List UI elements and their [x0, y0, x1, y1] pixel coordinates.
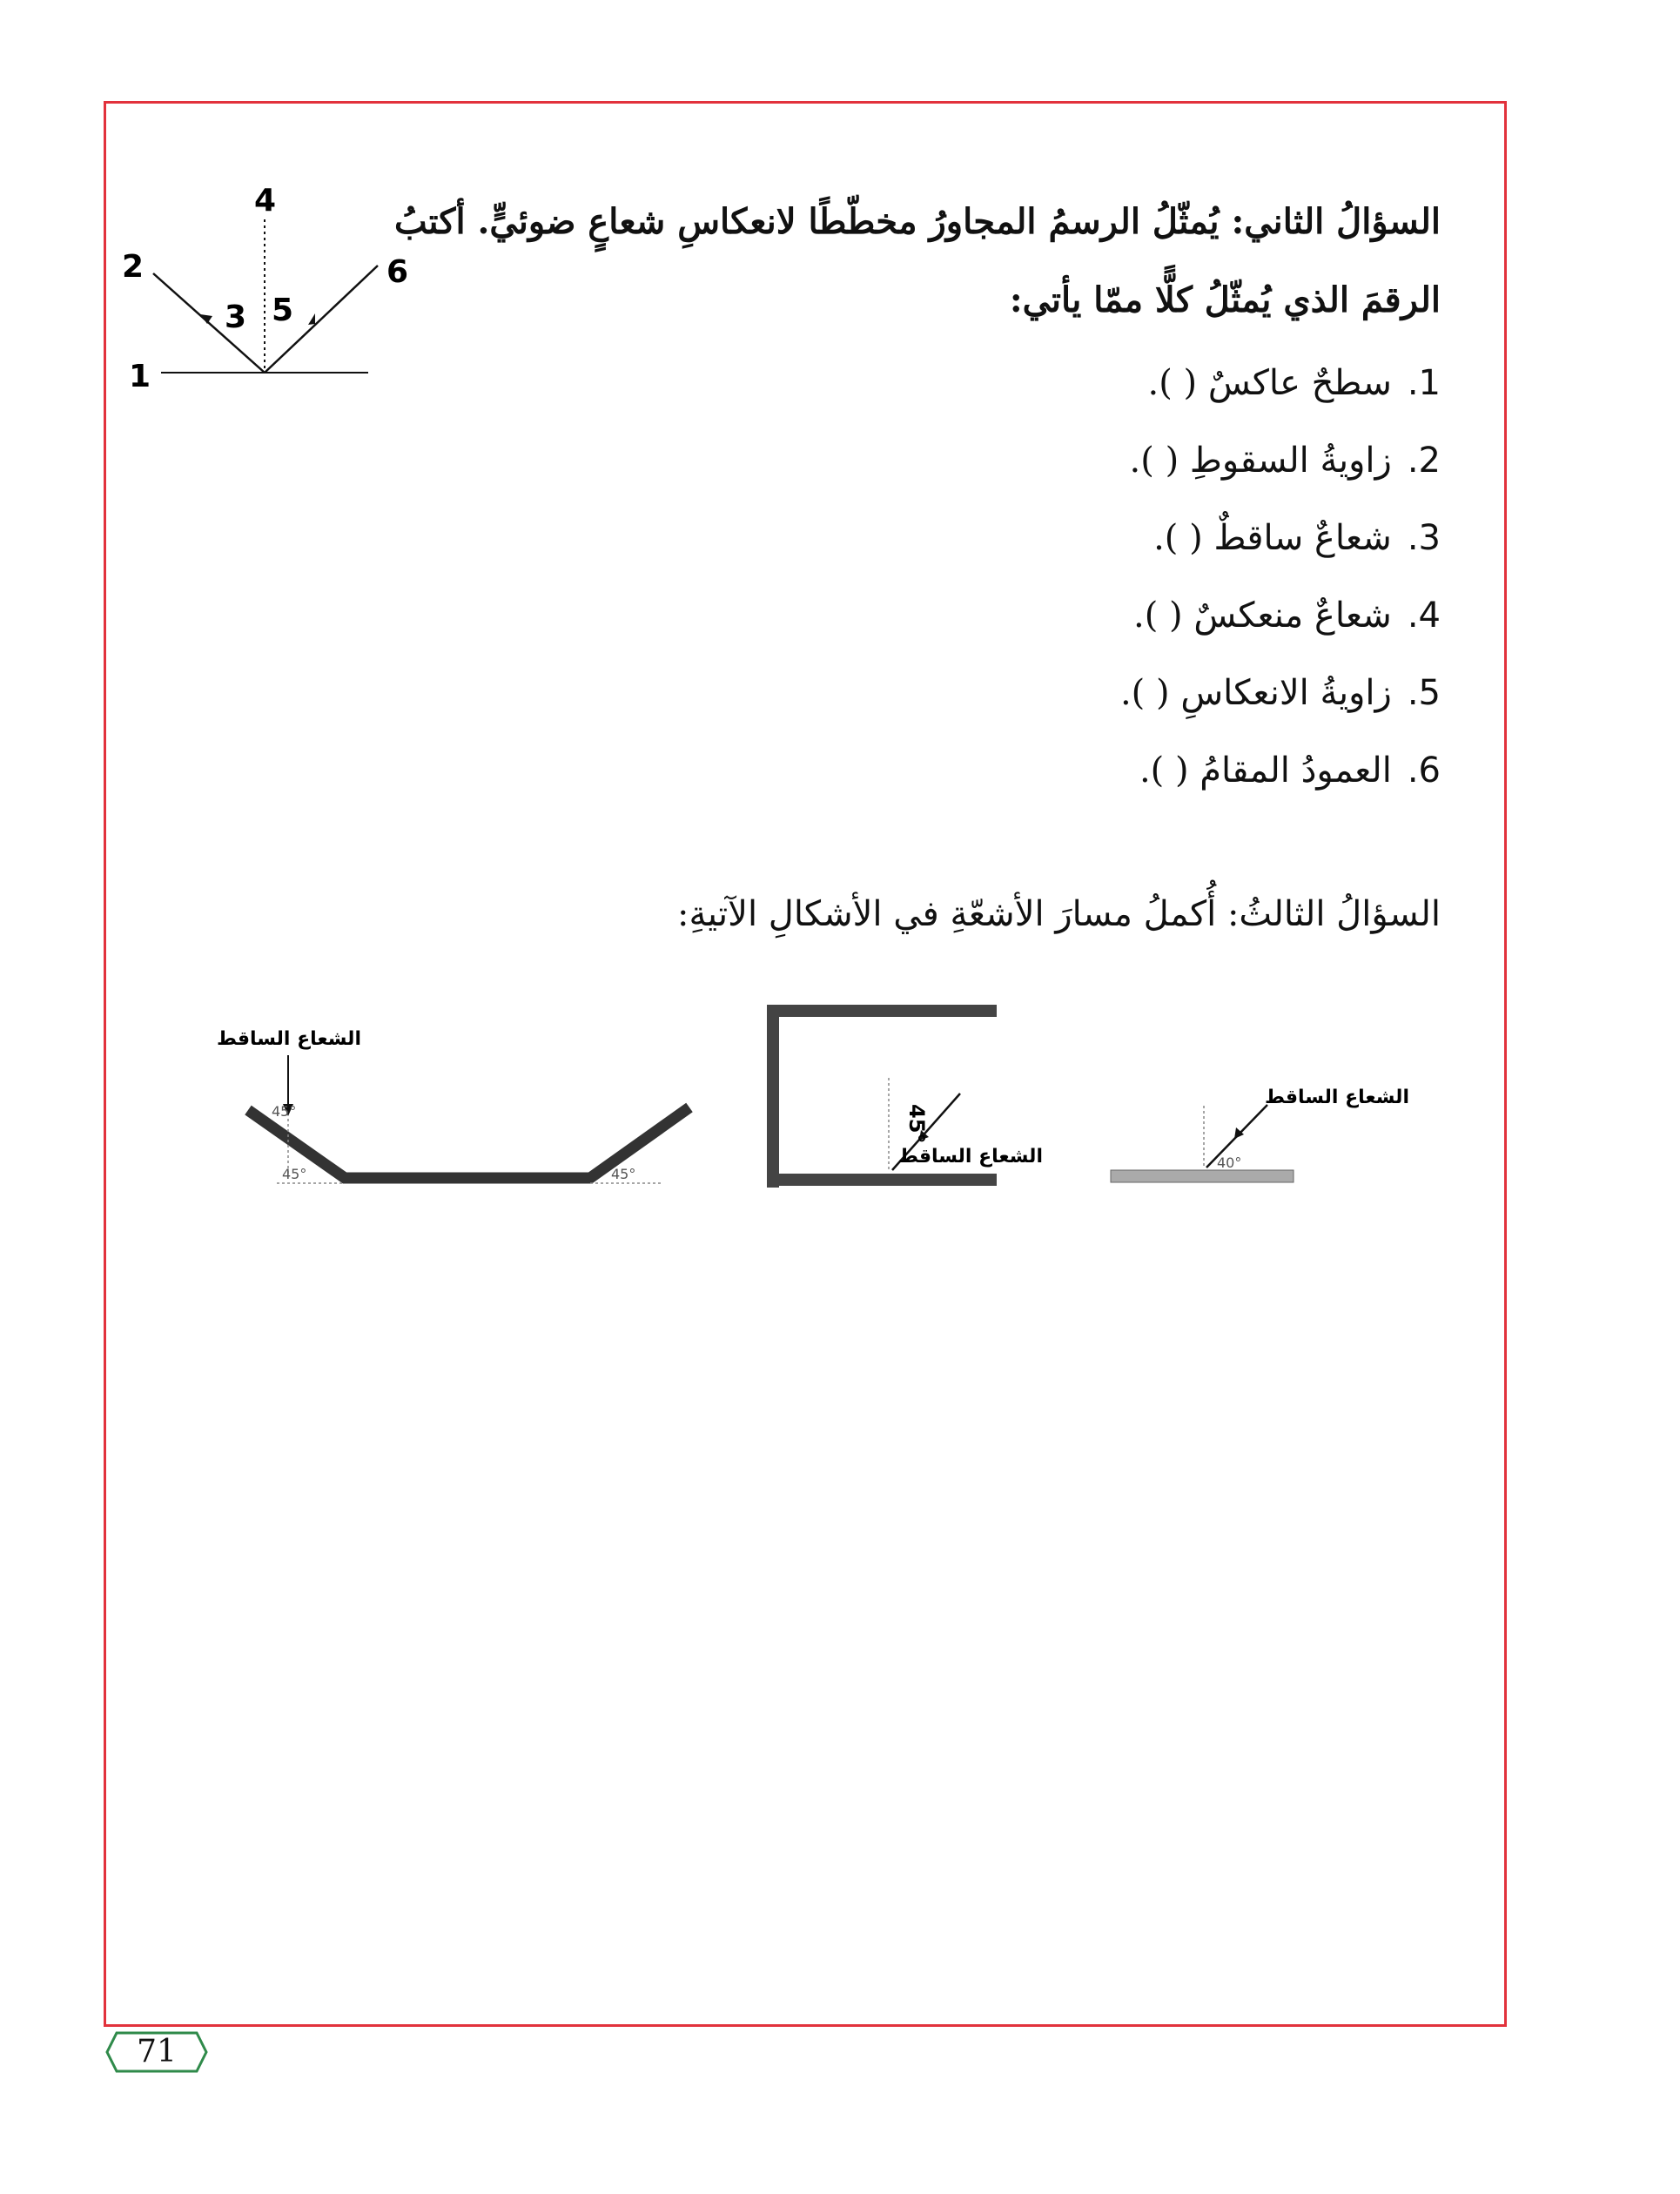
figure-flat-mirror: [1105, 1067, 1454, 1193]
trough-angle-top: 45°: [272, 1103, 297, 1120]
figure-trough: [209, 1019, 696, 1201]
trough-angle-left: 45°: [282, 1166, 307, 1182]
diagram-label-5: 5: [272, 293, 294, 328]
flat-mirror-angle: 40°: [1217, 1154, 1242, 1171]
list-item: 3.شعاعٌ ساقطٌ ( ).: [1153, 518, 1441, 558]
question-2-title: السؤالُ الثاني: يُمثّلُ الرسمُ المجاورُ مخطّطًا لانعكاسِ شعاعٍ ضوئيٍّ. أكتبُ الرقمَ الذي يُمثّلُ كلًّا ممّا يأتي:: [394, 201, 1441, 320]
page-number: 71: [137, 2034, 177, 2069]
list-item: 4.شعاعٌ منعكسٌ ( ).: [1133, 596, 1441, 636]
box-angle: 45°: [904, 1104, 929, 1144]
flat-mirror-label: الشعاع الساقط: [1265, 1087, 1409, 1108]
box-label: الشعاع الساقط: [898, 1146, 1043, 1168]
question-2-items: [657, 345, 1441, 810]
trough-label: الشعاع الساقط: [217, 1028, 361, 1050]
list-item: 5.زاويةُ الانعكاسِ ( ).: [1119, 673, 1441, 713]
trough-angle-right: 45°: [611, 1166, 636, 1182]
diagram-label-3: 3: [225, 299, 247, 335]
list-item: 2.زاويةُ السقوطِ ( ).: [1129, 441, 1441, 481]
diagram-label-1: 1: [129, 359, 151, 394]
diagram-label-2: 2: [122, 249, 144, 285]
diagram-label-4: 4: [254, 183, 277, 219]
list-item: 6.العمودُ المقامُ ( ).: [1139, 750, 1441, 791]
question-3-title: السؤالُ الثالثُ: أُكملُ مسارَ الأشعّةِ في الأشكالِ الآتيةِ:: [677, 894, 1441, 934]
list-item: 1.سطحٌ عاكسٌ ( ).: [1147, 363, 1441, 403]
diagram-label-6: 6: [386, 254, 409, 290]
page-number-badge: [104, 2030, 209, 2074]
figure-box-mirrors: [762, 999, 1092, 1191]
